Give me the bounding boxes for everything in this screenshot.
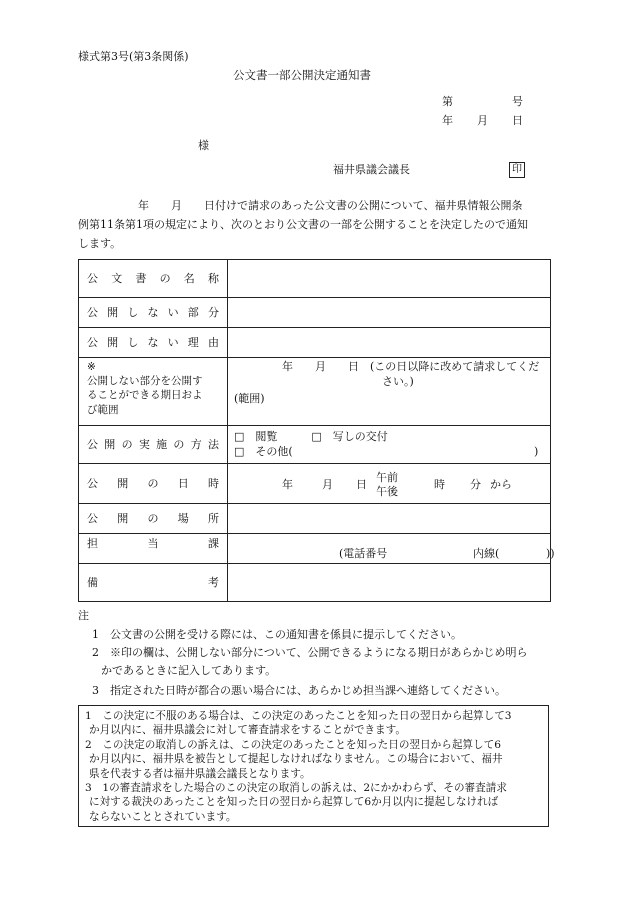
body-line-2: 例第11条第1項の規定により、次のとおり公文書の一部を公開することを決定したので通知 [78, 218, 528, 231]
label-char: 開 [107, 335, 119, 349]
label-char: 方 [190, 437, 202, 451]
seal-text: 印 [509, 162, 525, 178]
label-text [87, 306, 219, 320]
label-char: の [147, 476, 159, 490]
option-copy-checkbox[interactable]: □ 写しの交付 [311, 429, 388, 443]
label-char: 公 [87, 476, 98, 490]
label-text [87, 438, 219, 452]
row-label [79, 260, 228, 298]
extension-label: 内線( [473, 547, 500, 560]
row-label [79, 534, 228, 564]
addressee-honorific: 様 [198, 139, 209, 152]
label-char: 課 [208, 537, 219, 550]
future-date-line-2: さい。) [382, 374, 414, 388]
label-char: 公 [87, 305, 98, 319]
form-number: 様式第3号(第3条関係) [78, 50, 189, 63]
range-label: (範囲) [234, 391, 265, 405]
label-char: の [173, 437, 185, 451]
label-char: 備 [87, 575, 98, 589]
label-char: 名 [183, 271, 195, 285]
document-name-field[interactable] [228, 260, 551, 298]
label-text [87, 512, 219, 526]
issue-year-label: 年 [442, 114, 453, 127]
label-char: 理 [187, 335, 199, 349]
label-char: 担 [87, 537, 98, 550]
table-row [79, 464, 551, 504]
department-field[interactable] [228, 534, 555, 564]
label-line: ※ [87, 361, 96, 373]
label-char: 場 [177, 511, 189, 525]
label-char: 開 [107, 305, 119, 319]
appeal-line: 2 この決定の取消しの訴えは、この決定のあったことを知った日の翌日から起算して6 [85, 738, 501, 751]
note-item-3: 3 指定された日時が都合の悪い場合には、あらかじめ担当課へ連絡してください。 [92, 684, 506, 697]
label-char: し [127, 335, 139, 349]
label-char: 開 [117, 476, 129, 490]
row-label [79, 504, 228, 534]
label-char: 実 [138, 437, 150, 451]
dt-am: 午前 [376, 470, 398, 484]
dt-day: 日 [356, 477, 367, 491]
undisclosed-part-field[interactable] [228, 298, 551, 328]
label-line: 公開しない部分を公開す [87, 375, 203, 388]
label-text [87, 537, 219, 551]
remarks-field[interactable] [228, 564, 551, 602]
label-text [87, 336, 219, 350]
phone-label: (電話番号 [339, 547, 388, 560]
doc-number-prefix: 第 [442, 95, 453, 108]
table-row [79, 534, 551, 564]
label-char: 分 [207, 305, 219, 319]
issue-day-label: 日 [512, 114, 523, 127]
label-char: 所 [208, 511, 219, 525]
label-char: 公 [87, 335, 98, 349]
disclosure-table [78, 259, 555, 602]
dt-hour: 時 [434, 477, 445, 491]
row-label [79, 328, 228, 358]
row-label [79, 298, 228, 328]
undisclosed-reason-field[interactable] [228, 328, 551, 358]
method-field [228, 426, 551, 464]
label-char: 公 [87, 511, 98, 525]
label-char: 書 [135, 271, 147, 285]
label-char: 開 [104, 437, 116, 451]
label-char: 公 [87, 271, 98, 285]
label-char: 法 [207, 437, 219, 451]
appeal-line: 3 1の審査請求をした場合のこの決定の取消しの訴えは、2にかかわらず、その審査請求 [85, 782, 507, 795]
label-char: 時 [208, 476, 219, 490]
table-row [79, 298, 551, 328]
table-row [79, 504, 551, 534]
row-label-multiline [79, 358, 228, 426]
label-char: し [127, 305, 139, 319]
dt-from: から [490, 477, 512, 491]
appeal-line: か月以内に、福井県を被告として提起しなければなりません。この場合において、福井 [89, 753, 503, 766]
row-label [79, 464, 228, 504]
label-char: 開 [117, 511, 129, 525]
label-char: 由 [207, 335, 219, 349]
label-char: の [121, 437, 133, 451]
body-line-1: 年 月 日付けで請求のあった公文書の公開について、福井県情報公開条 [138, 199, 523, 212]
label-char: 称 [207, 271, 219, 285]
future-date-line: 年 月 日 (この日以降に改めて請求してくだ [282, 360, 540, 373]
option-other-close: ) [534, 444, 539, 458]
extension-close: )) [546, 547, 555, 560]
label-text [87, 477, 219, 491]
note-item-1: 1 公文書の公開を受ける際には、この通知書を係員に提示してください。 [92, 628, 462, 641]
label-char: 文 [111, 271, 123, 285]
appeal-line: 1 この決定に不服のある場合は、この決定のあったことを知った日の翌日から起算して3 [85, 710, 512, 722]
dt-month: 月 [322, 477, 333, 491]
label-char: の [147, 511, 159, 525]
label-char: 施 [156, 437, 168, 451]
label-char: 日 [177, 476, 189, 490]
label-char: 当 [147, 537, 159, 550]
appeal-line: か月以内に、福井県議会に対して審査請求をすることができます。 [89, 724, 406, 737]
table-row [79, 564, 551, 602]
future-disclosure-field[interactable] [228, 358, 551, 426]
label-char: 考 [208, 575, 219, 589]
appeal-line: 県を代表する者は福井県議会議長となります。 [89, 767, 311, 780]
row-label [79, 564, 228, 602]
label-char: い [167, 335, 179, 349]
dt-minute: 分 [470, 477, 481, 491]
body-line-3: します。 [78, 237, 122, 250]
dt-pm: 午後 [376, 484, 398, 498]
disclosure-place-field[interactable] [228, 504, 551, 534]
appeal-info-box [78, 705, 549, 827]
label-line: ることができる期日およ [87, 389, 203, 402]
row-label [79, 426, 228, 464]
label-line: び範囲 [87, 403, 119, 416]
note-item-2: 2 ※印の欄は、公開しない部分について、公開できるようになる期日があらかじめ明ら [92, 646, 528, 659]
disclosure-datetime-field[interactable] [228, 464, 551, 504]
label-char: な [147, 335, 159, 349]
label-char: 公 [87, 437, 98, 451]
label-char: の [159, 271, 171, 285]
dt-year: 年 [282, 477, 293, 491]
label-char: 部 [187, 305, 199, 319]
notes-heading: 注 [78, 609, 89, 622]
option-other-checkbox[interactable]: □ その他( [234, 444, 293, 458]
label-text [87, 576, 219, 590]
appeal-line: ならないこととされています。 [89, 810, 237, 823]
label-char: な [147, 305, 159, 319]
option-inspection-checkbox[interactable]: □ 閲覧 [234, 429, 278, 443]
issue-month-label: 月 [477, 114, 488, 127]
seal-mark [509, 162, 525, 178]
document-title: 公文書一部公開決定通知書 [233, 68, 371, 82]
table-row [79, 328, 551, 358]
table-row [79, 426, 551, 464]
label-char: い [167, 305, 179, 319]
appeal-line: に対する裁決のあったことを知った日の翌日から起算して6か月以内に提起しなければ [89, 796, 499, 809]
table-row [79, 358, 551, 426]
note-item-2-cont: かであるときに記入してあります。 [101, 664, 277, 677]
issuer-name: 福井県議会議長 [333, 163, 410, 176]
doc-number-suffix: 号 [512, 95, 523, 108]
label-text [87, 272, 219, 286]
table-row [79, 260, 551, 298]
